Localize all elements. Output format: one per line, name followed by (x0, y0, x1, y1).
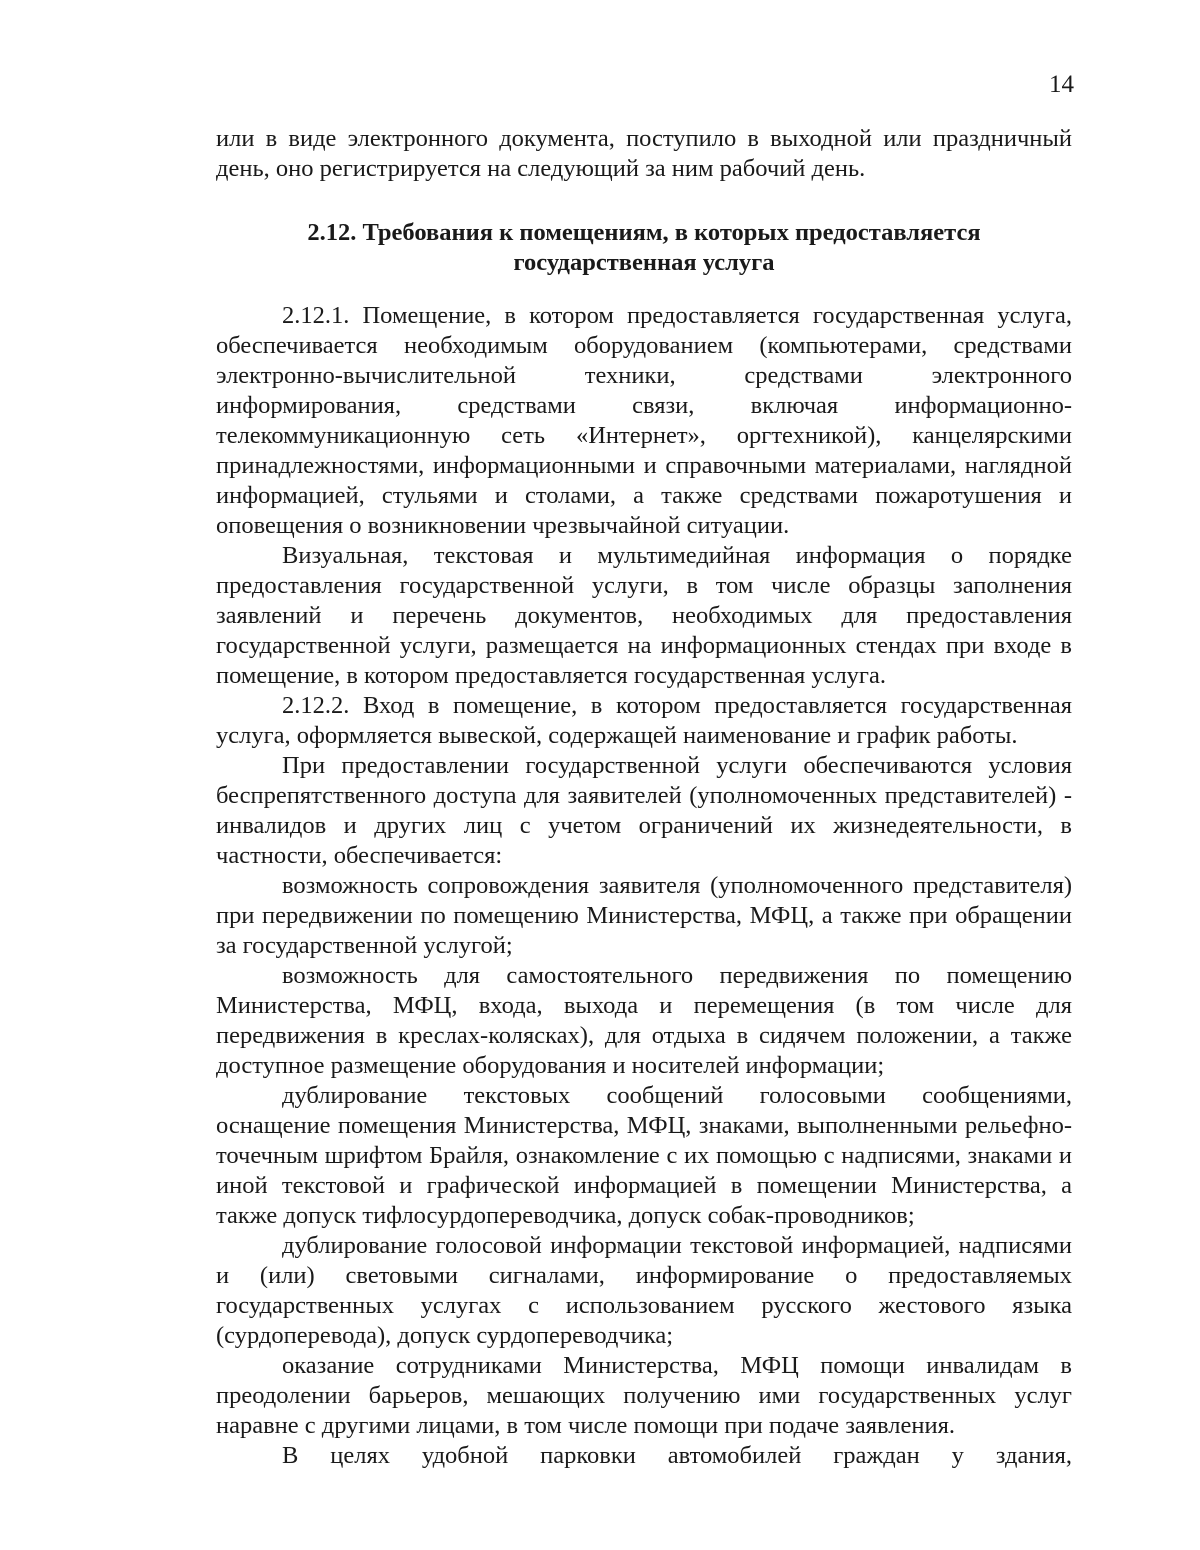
paragraph-staff-assistance: оказание сотрудниками Министерства, МФЦ помощи инвалидам в преодолении барьеров, мешающих получению ими государственных услуг наравне с другими лицами, в том числе помощи при подаче заявления. (216, 1352, 1072, 1439)
intro-paragraph: или в виде электронного документа, поступило в выходной или праздничный день, оно регистрируется на следующий за ним рабочий день. (216, 125, 1072, 182)
section-heading-line-2: государственная услуга (513, 249, 775, 276)
paragraph-accessibility-conditions: При предоставлении государственной услуги обеспечиваются условия беспрепятственного доступа для заявителей (уполномоченных представителей) - инвалидов и других лиц с учетом ограничений их жизнедеятельности, в частности, обеспечивается: (216, 752, 1072, 869)
paragraph-sign-language: дублирование голосовой информации текстовой информацией, надписями и (или) световыми сигналами, информирование о предоставляемых государственных услугах с использованием русского жестового языка (сурдоперевода), допуск сурдопереводчика; (216, 1232, 1072, 1349)
section-heading (216, 218, 1072, 278)
paragraph-braille: дублирование текстовых сообщений голосовыми сообщениями, оснащение помещения Министерства, МФЦ, знаками, выполненными рельефно-точечным шрифтом Брайля, ознакомление с их помощью с надписями, знаками и иной текстовой и графической информацией в помещении Министерства, а также допуск тифлосурдопереводчика, допуск собак-проводников; (216, 1082, 1072, 1229)
paragraph-visual-info: Визуальная, текстовая и мультимедийная информация о порядке предоставления государственной услуги, в том числе образцы заполнения заявлений и перечень документов, необходимых для предоставления государственной услуги, размещается на информационных стендах при входе в помещение, в котором предоставляется государственная услуга. (216, 542, 1072, 689)
paragraph-movement: возможность для самостоятельного передвижения по помещению Министерства, МФЦ, входа, выхода и перемещения (в том числе для передвижения в креслах-колясках), для отдыха в сидячем положении, а также доступное размещение оборудования и носителей информации; (216, 962, 1072, 1079)
page-number: 14 (1049, 71, 1074, 98)
paragraph-2-12-2: 2.12.2. Вход в помещение, в котором предоставляется государственная услуга, оформляется вывеской, содержащей наименование и график работы. (216, 692, 1072, 749)
document-body (216, 124, 1072, 1471)
paragraph-parking: В целях удобной парковки автомобилей граждан у здания, (282, 1442, 1072, 1469)
paragraph-escort: возможность сопровождения заявителя (уполномоченного представителя) при передвижении по помещению Министерства, МФЦ, а также при обращении за государственной услугой; (216, 872, 1072, 959)
paragraph-2-12-1: 2.12.1. Помещение, в котором предоставляется государственная услуга, обеспечивается необходимым оборудованием (компьютерами, средствами электронно-вычислительной техники, средствами электронного информирования, средствами связи, включая информационно-телекоммуникационную сеть «Интернет», оргтехникой), канцелярскими принадлежностями, информационными и справочными материалами, наглядной информацией, стульями и столами, а также средствами пожаротушения и оповещения о возникновении чрезвычайной ситуации. (216, 302, 1072, 539)
section-heading-line-1: 2.12. Требования к помещениям, в которых предоставляется (307, 219, 981, 246)
